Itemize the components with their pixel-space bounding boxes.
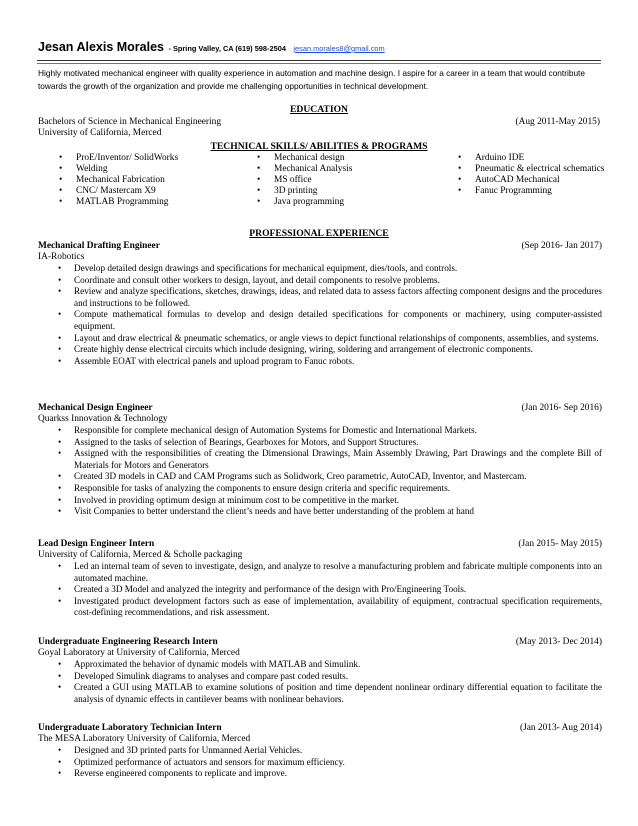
job-organization: Goyal Laboratory at University of California, Merced [38,648,240,658]
job-bullets [38,659,602,705]
education-heading: EDUCATION [290,104,348,115]
email-link[interactable]: jesan.morales8@gmail.com [293,44,385,53]
skill-item: • Mechanical design [257,153,437,164]
job-dates: (Jan 2016- Sep 2016) [521,403,602,413]
job-bullet: • Responsible for complete mechanical design of Automation Systems for Domestic and International Markets. [38,425,602,437]
job-entry [38,722,602,780]
job-header [38,636,602,648]
job-entry [38,402,602,518]
job-bullet: • Visit Companies to better understand the client’s needs and have better understanding of the problem at hand [38,506,602,518]
skill-item: • Java programming [257,197,437,208]
job-bullet: • Investigated product development factors such as ease of implementation, availability of equipment, contractual specification requirements, cost-defining recommendations, and risk assessment. [38,596,602,619]
job-title: Undergraduate Engineering Research Intern [38,637,218,647]
job-dates: (May 2013- Dec 2014) [515,637,602,647]
job-organization: IA-Robotics [38,252,85,262]
skill-item: • Welding [59,164,239,175]
job-bullets [38,263,602,367]
job-bullet: • Optimized performance of actuators and sensors for maximum efficiency. [38,757,602,769]
job-bullets [38,425,602,518]
job-header [38,538,602,550]
job-title: Undergraduate Laboratory Technician Intern [38,723,222,733]
job-bullet: • Developed Simulink diagrams to analyses and compare past coded results. [38,671,602,683]
job-bullet: • Develop detailed design drawings and specifications for mechanical equipment, dies/tools, and controls. [38,263,602,275]
job-dates: (Jan 2013- Aug 2014) [519,723,602,733]
job-bullet: • Create highly dense electrical circuits which include designing, wiring, soldering and arrangement of electronic components. [38,344,602,356]
contact-info: - Spring Valley, CA (619) 598-2504 [168,44,286,53]
skills-heading: TECHNICAL SKILLS/ ABILITIES & PROGRAMS [210,141,428,152]
education-degree-line [38,117,600,128]
job-entry [38,538,602,619]
job-bullet: • Designed and 3D printed parts for Unmanned Aerial Vehicles. [38,745,602,757]
job-bullet: • Review and analyze specifications, sketches, drawings, ideas, and related data to assess factors affecting component designs and the procedures and instructions to be followed. [38,286,602,309]
header [38,38,385,56]
job-bullet: • Created 3D models in CAD and CAM Programs such as Solidwork, Creo parametric, AutoCAD, Inventor, and Mastercam. [38,471,602,483]
education-school: University of California, Merced [38,128,162,138]
job-title: Mechanical Design Engineer [38,403,153,413]
skill-item: • Mechanical Fabrication [59,175,239,186]
job-bullet: • Layout and draw electrical & pneumatic schematics, or angle views to depict functional relationships of components, assemblies, and systems. [38,333,602,345]
job-bullet: • Assigned with the responsibilities of creating the Dimensional Drawings, Main Assembly Drawing, Part Drawings and the complete Bill of Materials for Motors and Generators [38,448,602,471]
job-dates: (Jan 2015- May 2015) [518,539,602,549]
skill-item: • 3D printing [257,186,437,197]
job-bullet: • Assemble EOAT with electrical panels and upload program to Fanuc robots. [38,356,602,368]
job-entry [38,240,602,367]
skill-item: • Pneumatic & electrical schematics [458,164,608,175]
header-divider-thin [37,63,601,64]
job-entry [38,636,602,705]
job-title: Lead Design Engineer Intern [38,539,155,549]
skill-item: • MATLAB Programming [59,197,239,208]
skills-column-1 [59,153,239,208]
skill-item: • CNC/ Mastercam X9 [59,186,239,197]
job-header [38,402,602,414]
job-bullet: • Involved in providing optimum design at minimum cost to be competitive in the market. [38,495,602,507]
education-dates: (Aug 2011-May 2015) [515,117,600,127]
education-degree: Bachelors of Science in Mechanical Engineering [38,117,222,127]
job-bullet: • Created a 3D Model and analyzed the integrity and performance of the design with Pro/Engineering Tools. [38,584,602,596]
job-bullet: • Created a GUI using MATLAB to examine solutions of position and time dependent nonlinear ordinary differential equation to facilitate the analysis of dynamic effects in cantilever beams with nonlinear behaviors. [38,682,602,705]
job-bullet: • Assigned to the tasks of selection of Bearings, Gearboxes for Motors, and Support Structures. [38,437,602,449]
header-divider [37,60,601,61]
job-header [38,240,602,252]
candidate-name: Jesan Alexis Morales [38,40,164,54]
job-organization: University of California, Merced & Scholle packaging [38,550,243,560]
skills-column-3 [458,153,608,197]
skill-item: • AutoCAD Mechanical [458,175,608,186]
job-bullet: • Reverse engineered components to replicate and improve. [38,768,602,780]
job-header [38,722,602,734]
job-organization: The MESA Laboratory University of California, Merced [38,734,251,744]
job-bullets [38,561,602,619]
summary-text: Highly motivated mechanical engineer with quality experience in automation and machine design. I aspire for a career in a team that would contribute towards the growth of the organization and provide me challenging opportunities in technical development. [38,68,585,91]
job-bullet: • Compute mathematical formulas to develop and design detailed specifications for components or machinery, using computer-assisted equipment. [38,309,602,332]
job-bullet: • Coordinate and consult other workers to design, layout, and detail components to resolve problems. [38,275,602,287]
job-dates: (Sep 2016- Jan 2017) [521,241,602,251]
job-title: Mechanical Drafting Engineer [38,241,160,251]
job-bullet: • Responsible for tasks of analyzing the components to ensure design criteria and specific requirements. [38,483,602,495]
skill-item: • ProE/Inventor/ SolidWorks [59,153,239,164]
skills-column-2 [257,153,437,208]
job-bullet: • Led an internal team of seven to investigate, design, and analyze to resolve a manufacturing problem and fabricate multiple components into an automated machine. [38,561,602,584]
skill-item: • MS office [257,175,437,186]
job-bullets [38,745,602,780]
skill-item: • Arduino IDE [458,153,608,164]
skill-item: • Mechanical Analysis [257,164,437,175]
experience-heading: PROFESSIONAL EXPERIENCE [249,228,389,239]
job-bullet: • Approximated the behavior of dynamic models with MATLAB and Simulink. [38,659,602,671]
skill-item: • Fanuc Programming [458,186,608,197]
job-organization: Quarkss Innovation & Technology [38,414,168,424]
